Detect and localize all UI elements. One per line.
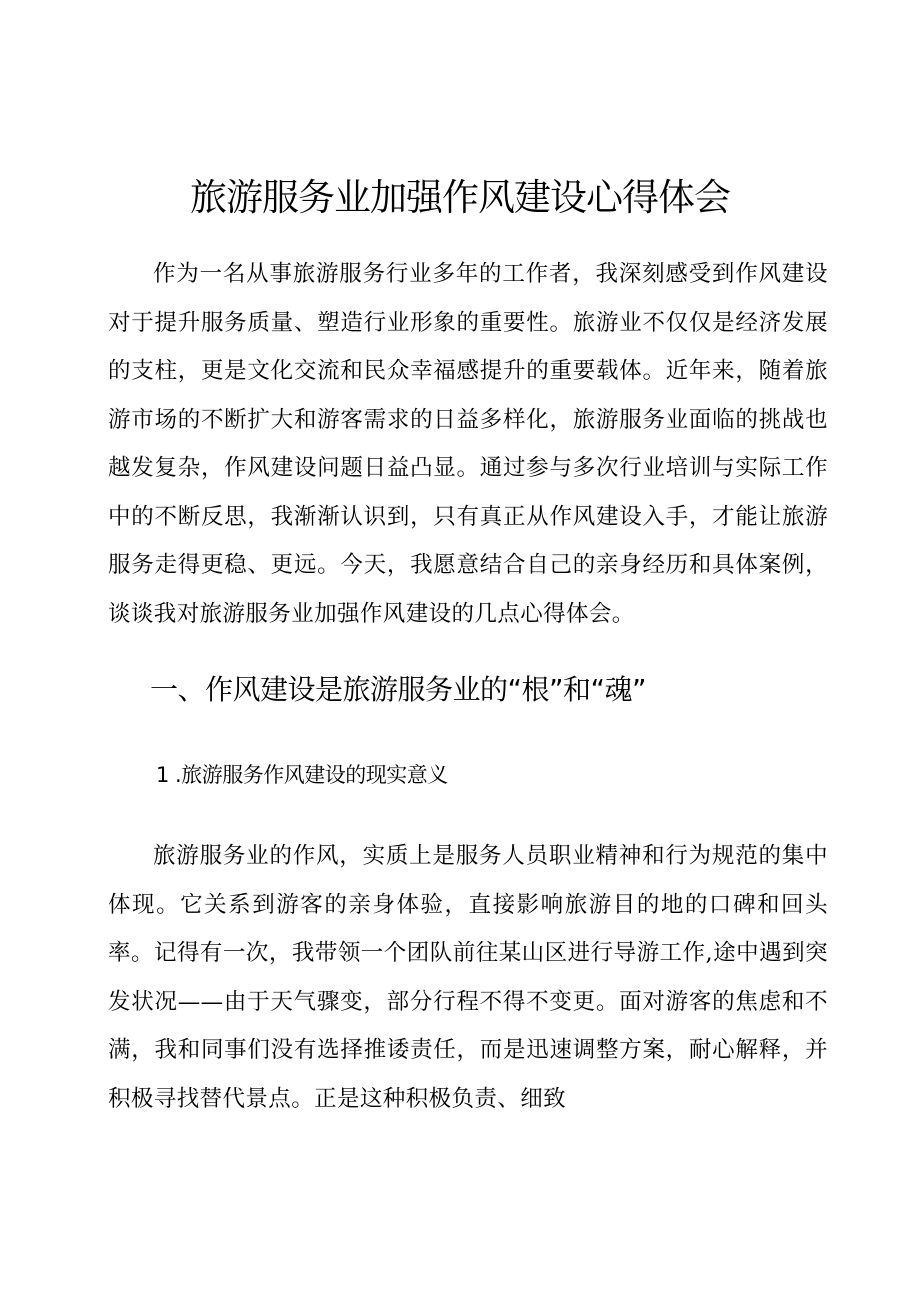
document-title: 旅游服务业加强作风建设心得体会 — [190, 176, 730, 219]
subsection-1-heading: 1 .旅游服务作风建设的现实意义 — [156, 763, 448, 787]
section-1-heading: 一、作风建设是旅游服务业的“根”和“魂” — [150, 673, 647, 706]
intro-paragraph: 作为一名从事旅游服务行业多年的工作者，我深刻感受到作风建设对于提升服务质量、塑造行业形象的重要性。旅游业不仅仅是经济发展的支柱，更是文化交流和民众幸福感提升的重要载体。近年来，随着旅游市场的不断扩大和游客需求的日益多样化，旅游服务业面临的挑战也越发复杂，作风建设问题日益凸显。通过参与多次行业培训与实际工作中的不断反思，我渐渐认识到，只有真正从作风建设入手，才能让旅游服务走得更稳、更远。今天，我愿意结合自己的亲身经历和具体案例，谈谈我对旅游服务业加强作风建设的几点心得体会。 — [108, 261, 828, 627]
subsection-1-paragraph: 旅游服务业的作风，实质上是服务人员职业精神和行为规范的集中体现。它关系到游客的亲身体验，直接影响旅游目的地的口碑和回头率。记得有一次，我带领一个团队前往某山区进行导游工作,途中遇到突发状况——由于天气骤变，部分行程不得不变更。面对游客的焦虑和不满，我和同事们没有选择推诿责任，而是迅速调整方案，耐心解释，并积极寻找替代景点。正是这种积极负责、细致 — [108, 843, 828, 1112]
